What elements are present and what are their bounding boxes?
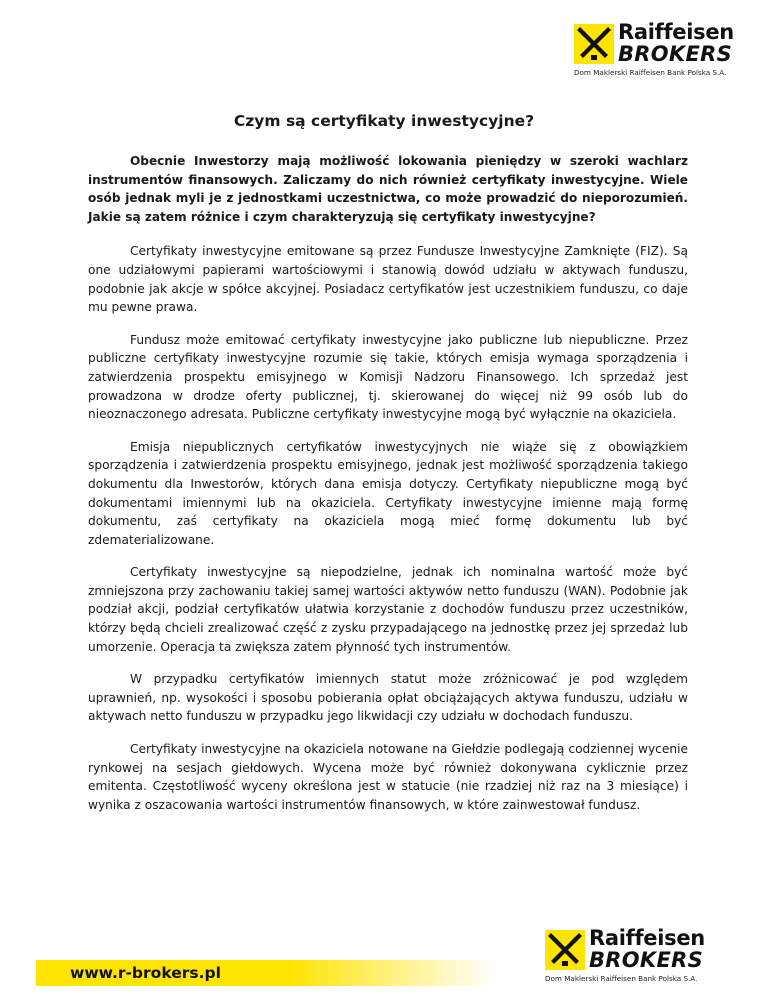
brand-subname: BROKERS (618, 42, 733, 66)
brand-name: Raiffeisen (618, 20, 734, 44)
paragraph: Fundusz może emitować certyfikaty inwestycyjne jako publiczne lub niepubliczne. Przez publiczne certyfikaty inwestycyjne rozumie się takie, których emisja wymaga sporządzenia i zatwierdzenia prospektu emisyjnego w Komisji Nadzoru Finansowego. Ich sprzedaż jest prowadzona w drodze oferty publicznej, tj. skierowanej do więcej niż 99 osób lub do nieoznaczonego adresata. Publiczne certyfikaty inwestycyjne mogą być wyłącznie na okaziciela. (88, 332, 688, 422)
paragraph: Certyfikaty inwestycyjne są niepodzielne, jednak ich nominalna wartość może być zmniejszona przy zachowaniu takiej samej wartości aktywów netto funduszu (WAN). Podobnie jak podział akcji, podział certyfikatów ułatwia korzystanie z dochodów funduszu przez uczestników, którzy będą chcieli zrealizować część z zysku przypadającego na jednostkę przez jej sprzedaż lub umorzenie. Operacja ta zwiększa zatem płynność tych instrumentów. (88, 565, 688, 654)
paragraph: Emisja niepublicznych certyfikatów inwestycyjnych nie wiąże się z obowiązkiem sporządzenia i zatwierdzenia prospektu emisyjnego, jednak jest możliwość sporządzenia takiego dokumentu dla Inwestorów, których dana emisja dotyczy. Certyfikaty niepubliczne mogą być dokumentami imiennymi lub na okaziciela. Certyfikaty inwestycyjne imienne mają formę dokumentu, zaś certyfikaty na okaziciela mogą mieć formę dokumentu lub być zdematerializowane. (88, 439, 688, 547)
header-logo (574, 22, 734, 77)
brand-tagline: Dom Maklerski Raiffeisen Bank Polska S.A. (545, 974, 698, 983)
raiffeisen-gable-icon (574, 24, 614, 64)
article-body (88, 152, 688, 828)
brand-name: Raiffeisen (589, 926, 705, 950)
paragraph: Certyfikaty inwestycyjne na okaziciela notowane na Giełdzie podlegają codziennej wycenie rynkowej na sesjach giełdowych. Wycena może być również dokonywana cyklicznie przez emitenta. Częstotliwość wyceny określona jest w statucie (nie rzadziej niż raz na 3 miesiące) i wynika z oszacowania wartości instrumentów finansowych, w które zainwestował fundusz. (88, 742, 688, 812)
raiffeisen-gable-icon (545, 930, 585, 970)
footer-logo (545, 928, 705, 983)
paragraph: W przypadku certyfikatów imiennych statut może zróżnicować je pod względem uprawnień, np. wysokości i sposobu pobierania opłat obciążających aktywa funduszu, udziału w aktywach netto funduszu w przypadku jego likwidacji czy udziału w dochodach funduszu. (88, 672, 688, 724)
website-link[interactable]: www.r-brokers.pl (70, 964, 221, 982)
brand-tagline: Dom Maklerski Raiffeisen Bank Polska S.A. (574, 68, 727, 77)
page-title: Czym są certyfikaty inwestycyjne? (233, 112, 535, 130)
brand-subname: BROKERS (589, 948, 704, 972)
lead-paragraph: Obecnie Inwestorzy mają możliwość lokowania pieniędzy w szeroki wachlarz instrumentów finansowych. Zaliczamy do nich również certyfikaty inwestycyjne. Wiele osób jednak myli je z jednostkami uczestnictwa, co może prowadzić do nieporozumień. Jakie są zatem różnice i czym charakteryzują się certyfikaty inwestycyjne? (88, 154, 688, 224)
footer-url-bar (36, 960, 496, 986)
paragraph: Certyfikaty inwestycyjne emitowane są przez Fundusze Inwestycyjne Zamknięte (FIZ). Są one udziałowymi papierami wartościowymi i stanowią dowód udziału w aktywach funduszu, podobnie jak akcje w spółce akcyjnej. Posiadacz certyfikatów jest uczestnikiem funduszu, co daje mu pewne prawa. (88, 244, 688, 315)
